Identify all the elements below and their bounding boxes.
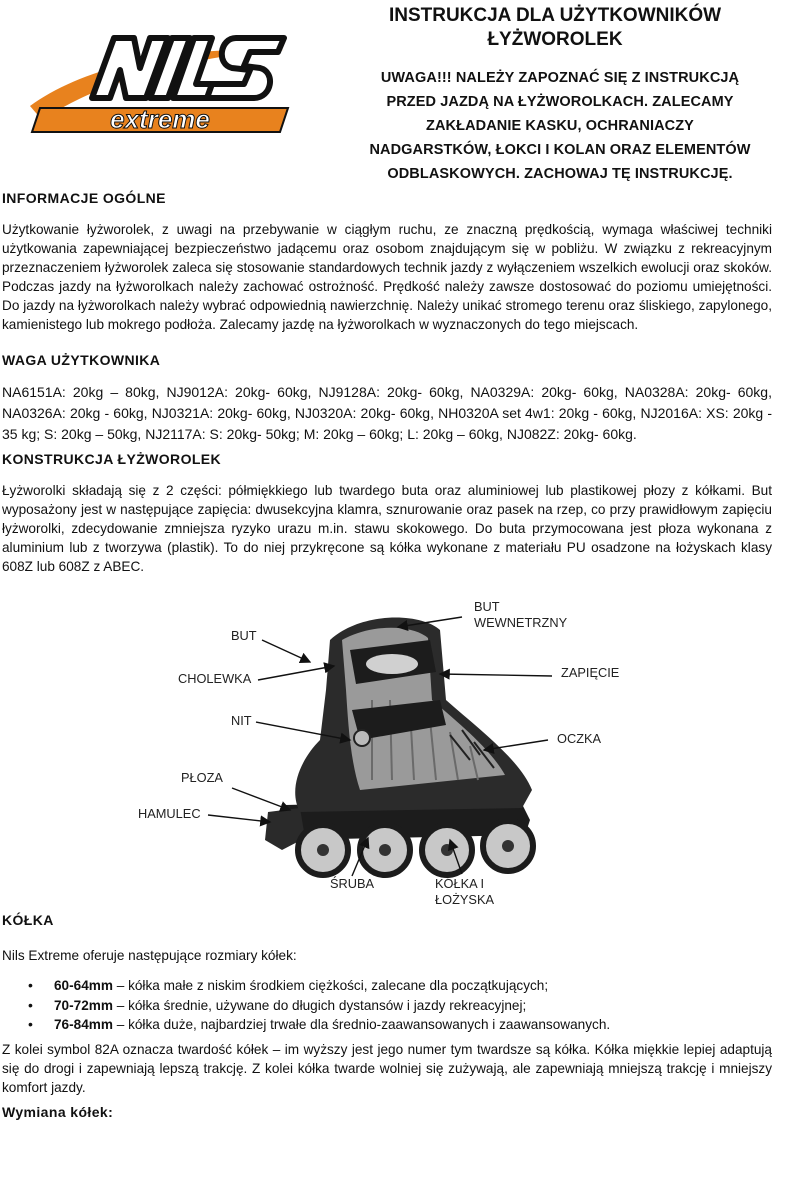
- label-kolka-2: ŁOŻYSKA: [435, 892, 495, 907]
- wheel-replacement-heading: Wymiana kółek:: [2, 1104, 114, 1120]
- warning-line: ODBLASKOWYCH. ZACHOWAJ TĘ INSTRUKCJĘ.: [387, 166, 733, 182]
- wheel-hub: [502, 840, 514, 852]
- warning-line: UWAGA!!! NALEŻY ZAPOZNAĆ SIĘ Z INSTRUKCJĄ: [380, 70, 740, 86]
- warning-line: NADGARSTKÓW, ŁOKCI I KOLAN ORAZ ELEMENTÓW: [369, 142, 751, 158]
- label-cholewka: CHOLEWKA: [178, 671, 252, 686]
- general-info-heading: INFORMACJE OGÓLNE: [2, 190, 166, 206]
- wheel-size-desc: – kółka małe z niskim środkiem ciężkości, zalecane dla początkujących;: [112, 978, 549, 993]
- wheel-size-desc: – kółka średnie, używane do długich dystansów i jazdy rekreacyjnej;: [112, 997, 527, 1013]
- wheel-size-desc: – kółka duże, najbardziej trwałe dla średnio-zaawansowanych i zaawansowanych.: [112, 1017, 611, 1032]
- label-but: BUT: [231, 628, 257, 643]
- label-ploza: PŁOZA: [181, 770, 223, 785]
- logo-extreme-text: extreme: [110, 104, 210, 134]
- wheels-intro: Nils Extreme oferuje następujące rozmiary kółek:: [2, 948, 297, 963]
- label-hamulec: HAMULEC: [138, 806, 201, 821]
- label-kolka-1: KÓŁKA I: [435, 876, 485, 891]
- wheel-hub: [441, 844, 453, 856]
- wheels-heading: KÓŁKA: [2, 912, 54, 928]
- safety-warning: [330, 66, 790, 186]
- wheel-size: 76-84mm: [54, 1017, 113, 1032]
- list-item: [26, 976, 786, 996]
- general-info-text: Użytkowanie łyżworolek, z uwagi na przebywanie w ciągłym ruchu, ze znaczną prędkością, wymaga właściwej techniki użytkowania zapewniającej bezpieczeństwo jadącemu oraz osobom znajdującym się w pobliżu. W związku z rekreacyjnym przeznaczeniem łyżworolek zaleca się stosowanie standardowych technik jazdy z wyłączeniem wszelkich ewolucji oraz skoków. Podczas jazdy na łyżworolkach należy zachować ostrożność. Prędkość należy zawsze dostosować do poziomu umiejętności. Do jazdy na łyżworolkach należy wybrać odpowiednią nawierzchnię. Należy unikać stromego terenu oraz śliskiego, zapylonego, kamienistego lub mokrego podłoża. Zalecamy jazdę na łyżworolkach w wyznaczonych do tego miejscach.: [2, 222, 772, 332]
- label-but-wewnetrzny-1: BUT: [474, 599, 500, 614]
- nils-extreme-logo: [22, 28, 292, 138]
- label-zapiecie: ZAPIĘCIE: [561, 665, 620, 680]
- list-item: [26, 1015, 786, 1035]
- label-oczka: OCZKA: [557, 731, 602, 746]
- title-line-1: INSTRUKCJA DLA UŻYTKOWNIKÓW: [388, 5, 722, 26]
- wheel-size: 60-64mm: [54, 978, 113, 993]
- label-nit: NIT: [231, 713, 252, 728]
- wheel-hub: [317, 844, 329, 856]
- construction-text: Łyżworolki składają się z 2 części: półmiękkiego lub twardego buta oraz aluminiowej lub plastikowej płozy z kółkami. But wyposażony jest w następujące zapięcia: dwusekcyjna klamra, sznurowanie oraz pasek na rzep, co przy prawidłowym zapięciu łyżworolki, zdecydowanie zmniejsza ryzyko urazu m.in. stawu skokowego. Do buta przymocowana jest płoza wykonana z aluminium lub z tworzywa (plastik). To do niej przykręcone są kółka wykonane z materiału PU osadzone na łożyskach klasy 608Z lub 608Z z ABEC.: [2, 483, 772, 574]
- wheel-size: 70-72mm: [54, 997, 113, 1013]
- title-line-2: ŁYŻWOROLEK: [487, 29, 623, 50]
- wheel-hardness-text: Z kolei symbol 82A oznacza twardość kółek – im wyższy jest jego numer tym twardsze są kółka. Kółka miękkie lepiej adaptują się do drogi i zapewniają lepszą trakcję. Z kolei kółka twarde wolniej się zużywają, ale zapewniają mniejszą trakcję i mniejszy komfort jazdy.: [2, 1042, 772, 1095]
- skate-buckle: [366, 654, 418, 674]
- label-but-wewnetrzny-2: WEWNETRZNY: [474, 615, 568, 630]
- wheel-size-list: [26, 976, 786, 1035]
- list-item: [26, 996, 786, 1016]
- construction-heading: KONSTRUKCJA ŁYŻWOROLEK: [2, 451, 222, 467]
- skate-rivet: [354, 730, 370, 746]
- document-title: [345, 4, 765, 52]
- warning-line: PRZED JAZDĄ NA ŁYŻWOROLKACH. ZALECAMY: [386, 94, 734, 110]
- user-weight-text: NA6151A: 20kg – 80kg, NJ9012A: 20kg- 60kg, NJ9128A: 20kg- 60kg, NA0329A: 20kg- 60kg, NA0328A: 20kg- 60kg, NA0326A: 20kg - 60kg, NJ0321A: 20kg- 60kg, NJ0320A: 20kg- 60kg, NH0320A set 4w1: 20kg - 60kg, NJ2016A: XS: 20kg - 35 kg; S: 20kg – 50kg, NJ2117A: S: 20kg- 50kg; M: 20kg – 60kg; L: 20kg – 60kg, NJ082Z: 20kg- 60kg.: [2, 384, 772, 442]
- logo-letters: [92, 38, 284, 98]
- label-sruba: ŚRUBA: [330, 876, 375, 891]
- skate-diagram: [130, 595, 650, 915]
- user-weight-heading: WAGA UŻYTKOWNIKA: [2, 352, 161, 368]
- warning-line: ZAKŁADANIE KASKU, OCHRANIACZY: [426, 118, 694, 134]
- wheel-hub: [379, 844, 391, 856]
